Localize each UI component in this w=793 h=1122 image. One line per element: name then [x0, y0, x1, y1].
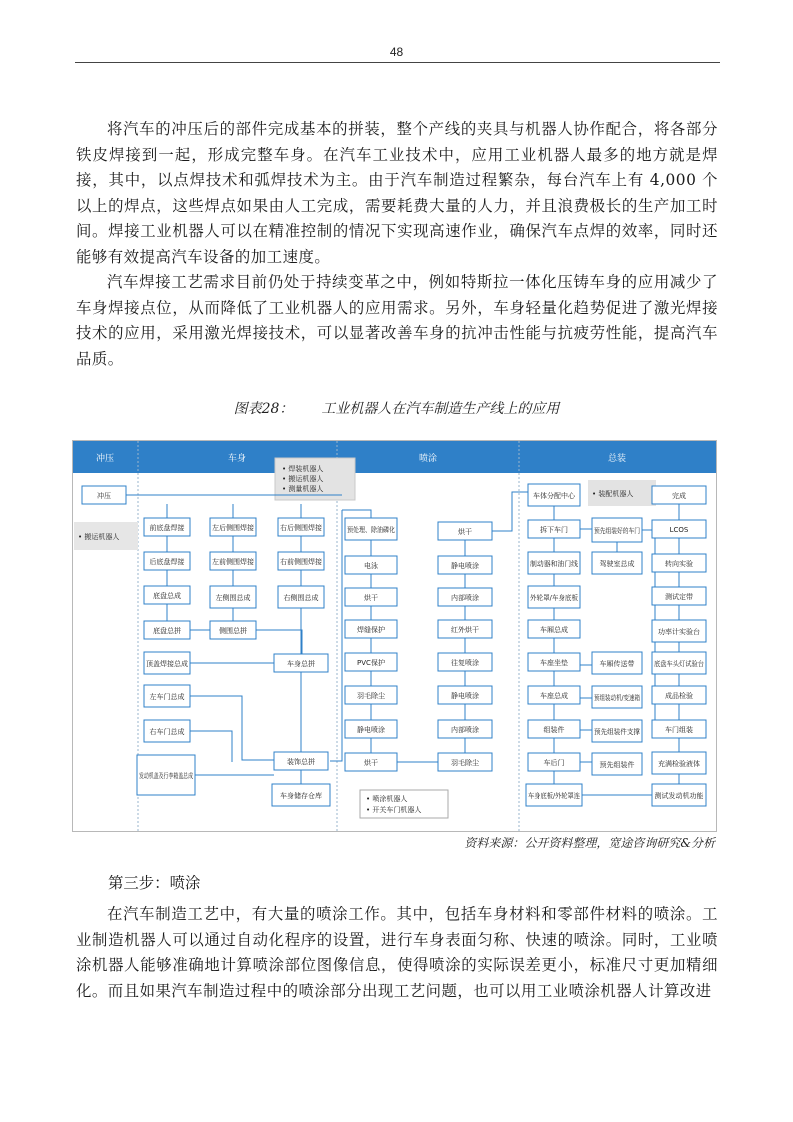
svg-text:右侧围总成: 右侧围总成 [283, 594, 319, 602]
svg-text:侧围总拼: 侧围总拼 [219, 627, 247, 635]
svg-text:车身底板/外轮罩连: 车身底板/外轮罩连 [528, 792, 587, 800]
svg-text:车座坐垫: 车座坐垫 [540, 659, 568, 667]
svg-text:预处理、除油磷化: 预处理、除油磷化 [347, 526, 403, 534]
step-heading: 第三步：喷涂 [108, 874, 201, 892]
svg-text:羽毛除尘: 羽毛除尘 [357, 692, 385, 700]
figure-label: 图表28： [233, 401, 294, 417]
paragraph-welding-trend: 汽车焊接工艺需求目前仍处于持续变革之中，例如特斯拉一体化压铸车身的应用减少了车身焊接点位，从而降低了工业机器人的应用需求。另外，车身轻量化趋势促进了激光焊接技术的应用，采用激光焊接技术，可以显著改善车身的抗冲击性能与抗疲劳性能，提高汽车品质。 [76, 273, 718, 368]
svg-text:右前侧围焊接: 右前侧围焊接 [280, 558, 322, 566]
callout-paint-text-1: • 喷涂机器人 [366, 795, 408, 803]
svg-text:车后门: 车后门 [543, 759, 565, 767]
figure-title [0, 398, 793, 418]
svg-text:发动机盖及行李箱盖总成: 发动机盖及行李箱盖总成 [139, 772, 216, 780]
svg-text:电泳: 电泳 [364, 562, 378, 570]
svg-text:测试发动机功能: 测试发动机功能 [654, 792, 704, 800]
svg-text:静电喷涂: 静电喷涂 [451, 692, 479, 700]
page-number: 48 [389, 45, 404, 59]
node-stamping-label: 冲压 [97, 492, 111, 500]
svg-text:车门组装: 车门组装 [665, 726, 693, 734]
svg-text:后底盘焊接: 后底盘焊接 [149, 558, 185, 566]
svg-text:装饰总拼: 装饰总拼 [287, 758, 315, 766]
figure-caption: 工业机器人在汽车制造生产线上的应用 [321, 401, 560, 417]
svg-text:成品检验: 成品检验 [665, 692, 693, 700]
callout-paint-text-2: • 开关车门机器人 [366, 806, 422, 814]
svg-text:车身总拼: 车身总拼 [287, 660, 315, 668]
paragraph-painting: 在汽车制造工艺中，有大量的喷涂工作。其中，包括车身材料和零部件材料的喷涂。工业制造机器人可以通过自动化程序的设置，进行车身表面匀称、快速的喷涂。同时，工业喷涂机器人能够准确地计算喷涂部位图像信息，使得喷涂的实际误差更小，标准尺寸更加精细化。而且如果汽车制造过程中的喷涂部分出现工艺问题，也可以用工业喷涂机器人计算改进 [76, 905, 718, 1000]
svg-text:左侧围总成: 左侧围总成 [215, 594, 251, 602]
svg-text:焊缝保护: 焊缝保护 [357, 626, 385, 634]
svg-text:车厢传送带: 车厢传送带 [599, 660, 635, 668]
svg-text:往复喷涂: 往复喷涂 [451, 659, 479, 667]
section-stamping: 冲压 [95, 454, 115, 464]
callout-body-text-1: • 焊装机器人 [282, 465, 324, 473]
svg-text:外轮罩/车身底板: 外轮罩/车身底板 [530, 594, 582, 602]
svg-text:右车门总成: 右车门总成 [149, 728, 185, 736]
svg-text:左后侧围焊接: 左后侧围焊接 [212, 524, 254, 532]
svg-text:烘干: 烘干 [458, 528, 472, 536]
svg-text:底盘车头灯试验台: 底盘车头灯试验台 [654, 660, 710, 668]
svg-text:预组装动机/变速箱: 预组装动机/变速箱 [594, 694, 653, 702]
svg-text:功率计实验台: 功率计实验台 [658, 628, 700, 636]
svg-text:转向实验: 转向实验 [665, 560, 693, 568]
svg-text:静电喷涂: 静电喷涂 [357, 726, 385, 734]
svg-text:左车门总成: 左车门总成 [149, 693, 185, 701]
svg-text:预先组装件支撑: 预先组装件支撑 [594, 728, 643, 736]
svg-text:底盘总成: 底盘总成 [153, 592, 181, 600]
svg-text:车身储存仓库: 车身储存仓库 [280, 792, 322, 800]
callout-assembly-text: • 装配机器人 [592, 490, 634, 498]
svg-text:预先组装好的车门: 预先组装好的车门 [594, 527, 650, 535]
svg-text:羽毛除尘: 羽毛除尘 [451, 759, 479, 767]
svg-text:底盘总拼: 底盘总拼 [153, 627, 181, 635]
svg-text:拆下车门: 拆下车门 [540, 526, 568, 534]
section-body: 车身 [227, 454, 247, 464]
svg-text:车体分配中心: 车体分配中心 [533, 492, 575, 500]
svg-text:制动器和油门线: 制动器和油门线 [530, 560, 579, 568]
svg-text:顶盖焊接总成: 顶盖焊接总成 [146, 660, 188, 668]
svg-text:车座总成: 车座总成 [540, 692, 568, 700]
svg-text:LCOS: LCOS [669, 526, 689, 534]
svg-text:PVC保护: PVC保护 [357, 659, 385, 667]
figure-source: 资料来源：公开资料整理，宽途咨询研究&分析 [464, 836, 715, 850]
svg-text:车厢总成: 车厢总成 [540, 626, 568, 634]
callout-stamping-text: • 搬运机器人 [78, 533, 120, 541]
svg-text:烘干: 烘干 [364, 759, 378, 767]
svg-text:静电喷涂: 静电喷涂 [451, 562, 479, 570]
svg-text:前底盘焊接: 前底盘焊接 [149, 524, 185, 532]
section-assembly: 总装 [607, 454, 627, 464]
svg-text:右后侧围焊接: 右后侧围焊接 [280, 524, 322, 532]
production-line-diagram [72, 440, 717, 832]
svg-text:左前侧围焊接: 左前侧围焊接 [212, 558, 254, 566]
svg-text:内部喷涂: 内部喷涂 [451, 594, 479, 602]
svg-text:充满检验液体: 充满检验液体 [658, 760, 700, 768]
svg-text:测试定带: 测试定带 [665, 593, 693, 601]
paragraph-welding: 将汽车的冲压后的部件完成基本的拼装，整个产线的夹具与机器人协作配合，将各部分铁皮焊接到一起，形成完整车身。在汽车工业技术中，应用工业机器人最多的地方就是焊接，其中，以点焊技术和弧焊技术为主。由于汽车制造过程繁杂，每台汽车上有 4,000 个以上的焊点，这些焊点如果由人工完成，需要耗费大量的人力，并且浪费极长的生产加工时间。焊接工业机器人可以在精准控制的情况下实现高速作业，确保汽车点焊的效率，同时还能够有效提高汽车设备的加工速度。 [76, 120, 718, 266]
svg-text:组装件: 组装件 [543, 726, 565, 734]
svg-text:内部喷涂: 内部喷涂 [451, 726, 479, 734]
svg-text:红外烘干: 红外烘干 [451, 626, 479, 634]
callout-body-text-2: • 搬运机器人 [282, 475, 324, 483]
svg-text:驾驶室总成: 驾驶室总成 [599, 560, 635, 568]
section-paint: 喷涂 [418, 454, 438, 464]
svg-text:完成: 完成 [672, 492, 686, 500]
header-rule [75, 62, 720, 63]
callout-body-text-3: • 测量机器人 [282, 485, 324, 493]
svg-text:烘干: 烘干 [364, 594, 378, 602]
svg-text:预先组装件: 预先组装件 [599, 761, 635, 769]
